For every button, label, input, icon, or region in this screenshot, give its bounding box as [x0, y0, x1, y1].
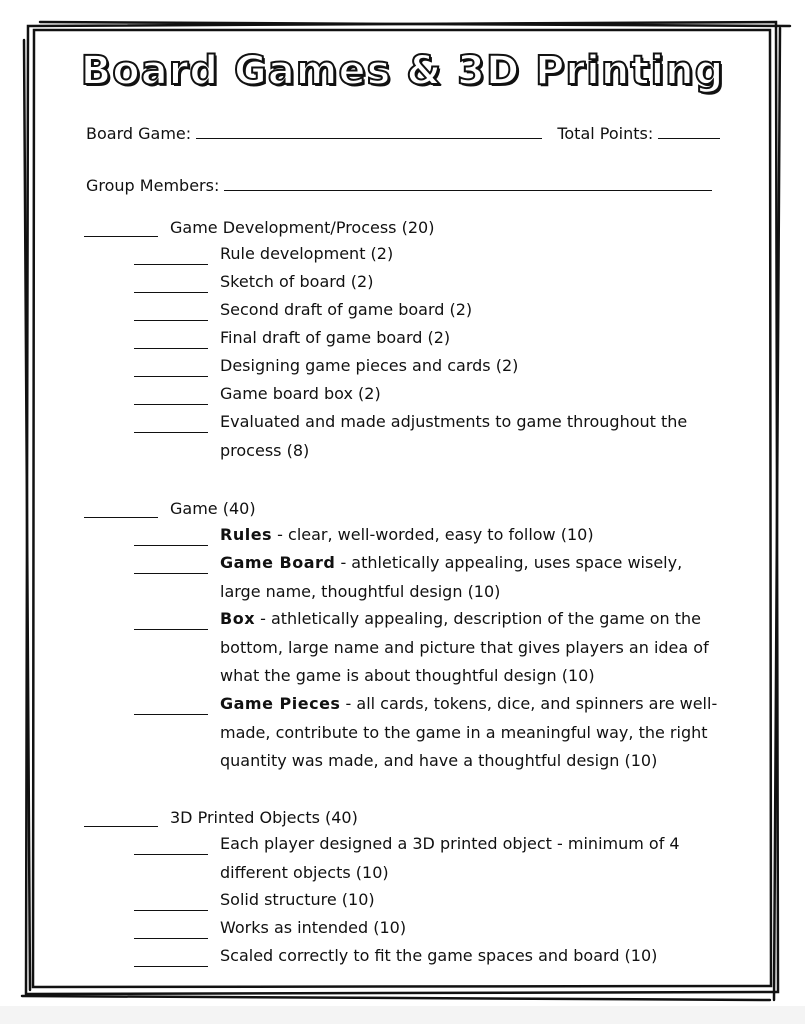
section-heading: Game Development/Process (20)	[170, 218, 435, 237]
rubric-item	[220, 690, 720, 776]
rubric-item-title: Rules	[220, 525, 273, 544]
group-members-label: Group Members:	[86, 176, 220, 195]
total-points-blank[interactable]	[658, 126, 720, 139]
item-score-blank[interactable]	[134, 404, 208, 405]
section-score-blank[interactable]	[84, 517, 158, 518]
item-score-blank[interactable]	[134, 320, 208, 321]
rubric-item	[220, 324, 720, 353]
rubric-item	[220, 380, 720, 409]
rubric-item	[220, 521, 720, 550]
rubric-item	[220, 352, 720, 381]
rubric-item-text: Designing game pieces and cards (2)	[220, 356, 519, 375]
board-game-blank[interactable]	[196, 126, 542, 139]
rubric-item	[220, 886, 720, 915]
rubric-item	[220, 830, 720, 887]
group-members-row	[86, 176, 712, 195]
item-score-blank[interactable]	[134, 629, 208, 630]
section-score-blank[interactable]	[84, 826, 158, 827]
item-score-blank[interactable]	[134, 938, 208, 939]
rubric-item-text: Solid structure (10)	[220, 890, 375, 909]
rubric-item	[220, 240, 720, 269]
rubric-item	[220, 408, 720, 465]
item-score-blank[interactable]	[134, 854, 208, 855]
rubric-item-text: - athletically appealing, description of the game on the bottom, large name and picture that gives players an idea of what the game is about thoughtful design (10)	[220, 609, 709, 685]
rubric-item-text: - all cards, tokens, dice, and spinners are well-made, contribute to the game in a meaningful way, the right quantity was made, and have a thoughtful design (10)	[220, 694, 718, 770]
rubric-item-text: - athletically appealing, uses space wisely, large name, thoughtful design (10)	[220, 553, 683, 601]
rubric-item-text: Game board box (2)	[220, 384, 381, 403]
rubric-item-text: - clear, well-worded, easy to follow (10)	[272, 525, 594, 544]
rubric-item-text: Final draft of game board (2)	[220, 328, 451, 347]
rubric-item-title: Box	[220, 609, 256, 628]
item-score-blank[interactable]	[134, 264, 208, 265]
rubric-item-text: Rule development (2)	[220, 244, 394, 263]
rubric-item-title: Game Pieces	[220, 694, 341, 713]
board-game-row	[86, 124, 720, 143]
rubric-item	[220, 942, 720, 971]
item-score-blank[interactable]	[134, 545, 208, 546]
item-score-blank[interactable]	[134, 376, 208, 377]
rubric-item	[220, 268, 720, 297]
rubric-item-text: Second draft of game board (2)	[220, 300, 473, 319]
rubric-item-text: Evaluated and made adjustments to game throughout the process (8)	[220, 412, 688, 460]
rubric-item-text: Sketch of board (2)	[220, 272, 374, 291]
item-score-blank[interactable]	[134, 348, 208, 349]
item-score-blank[interactable]	[134, 292, 208, 293]
item-score-blank[interactable]	[134, 573, 208, 574]
rubric-item-text: Works as intended (10)	[220, 918, 407, 937]
section-heading: Game (40)	[170, 499, 256, 518]
rubric-item	[220, 549, 720, 606]
group-members-blank[interactable]	[224, 178, 712, 191]
board-game-label: Board Game:	[86, 124, 192, 143]
item-score-blank[interactable]	[134, 966, 208, 967]
item-score-blank[interactable]	[134, 714, 208, 715]
section-score-blank[interactable]	[84, 236, 158, 237]
rubric-item-text: Each player designed a 3D printed object - minimum of 4 different objects (10)	[220, 834, 680, 882]
rubric-item-text: Scaled correctly to fit the game spaces and board (10)	[220, 946, 658, 965]
rubric-item	[220, 914, 720, 943]
item-score-blank[interactable]	[134, 910, 208, 911]
item-score-blank[interactable]	[134, 432, 208, 433]
total-points-label: Total Points:	[557, 124, 654, 143]
page-title: Board Games & 3D Printing	[80, 48, 725, 94]
rubric-item	[220, 605, 720, 691]
section-heading: 3D Printed Objects (40)	[170, 808, 358, 827]
rubric-item-title: Game Board	[220, 553, 336, 572]
rubric-item	[220, 296, 720, 325]
